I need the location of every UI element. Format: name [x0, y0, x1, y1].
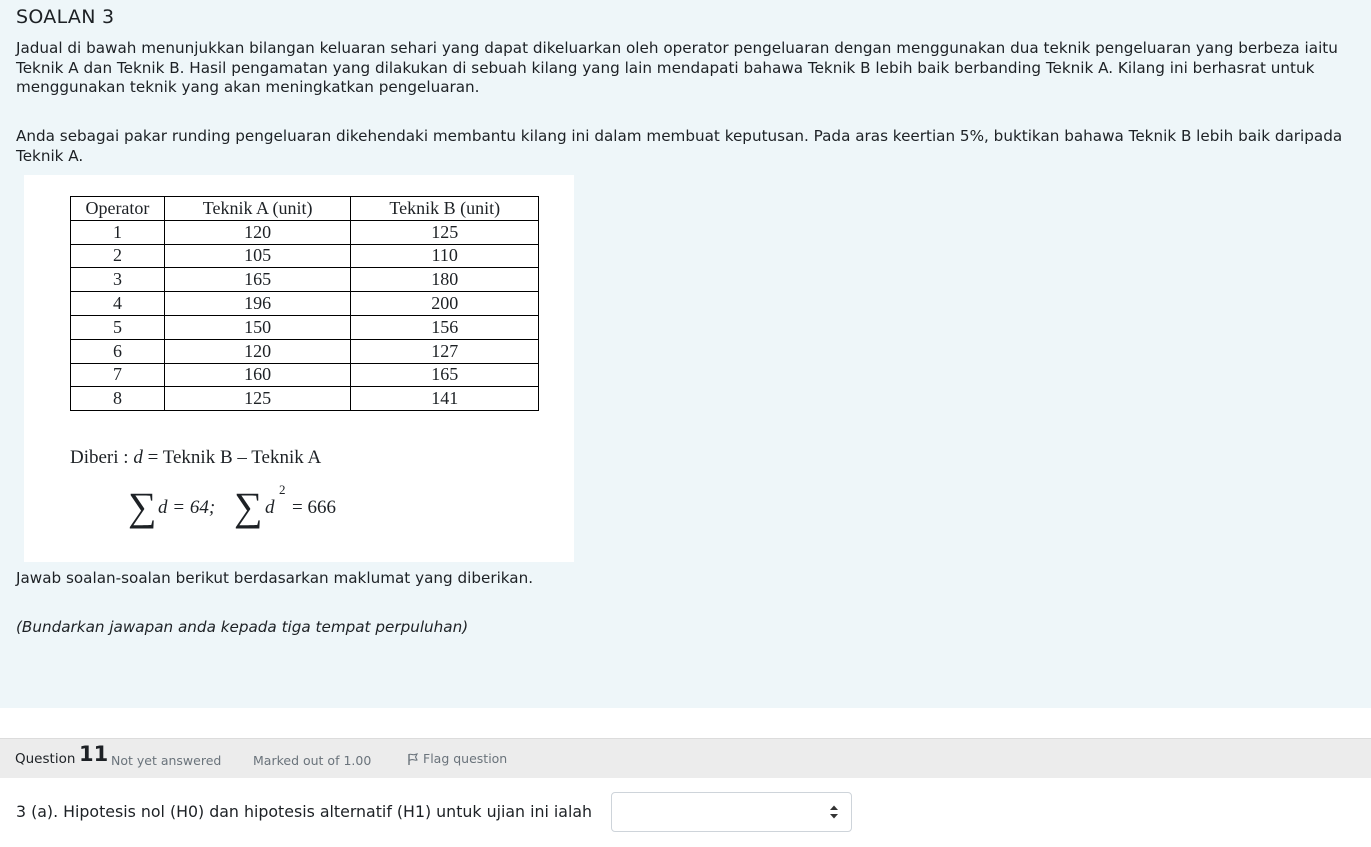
squared-exponent: 2 — [279, 482, 286, 497]
table-cell: 125 — [164, 387, 351, 411]
table-row — [71, 315, 539, 339]
question-figure — [24, 175, 574, 562]
table-cell: 180 — [351, 268, 539, 292]
table-cell: 6 — [71, 339, 165, 363]
table-row — [71, 268, 539, 292]
table-cell: 141 — [351, 387, 539, 411]
flag-question-link[interactable] — [406, 751, 507, 766]
table-cell: 125 — [351, 220, 539, 244]
sum-d-value: d = 64; — [158, 497, 216, 518]
question-state: Not yet answered — [111, 753, 222, 768]
table-row — [71, 363, 539, 387]
table-row — [71, 292, 539, 316]
sigma-icon: ∑ — [128, 484, 157, 529]
header-operator: Operator — [71, 197, 165, 221]
header-teknik-b: Teknik B (unit) — [351, 197, 539, 221]
data-table — [70, 196, 539, 411]
table-cell: 156 — [351, 315, 539, 339]
table-cell: 1 — [71, 220, 165, 244]
table-cell: 160 — [164, 363, 351, 387]
table-cell: 127 — [351, 339, 539, 363]
table-cell: 200 — [351, 292, 539, 316]
given-variable: d — [133, 447, 143, 468]
question-number: 11 — [79, 742, 109, 766]
sum-d-squared-var: d — [265, 497, 275, 518]
header-teknik-a: Teknik A (unit) — [164, 197, 351, 221]
question-label: Question — [15, 751, 76, 767]
question-mark: Marked out of 1.00 — [253, 753, 372, 768]
table-row — [71, 244, 539, 268]
sum-d-squared-value: = 666 — [292, 497, 336, 518]
task-paragraph: Anda sebagai pakar runding pengeluaran dikehendaki membantu kilang ini dalam membuat keputusan. Pada aras keertian 5%, buktikan bahawa Teknik B lebih baik daripada Teknik A. — [16, 127, 1343, 165]
table-cell: 105 — [164, 244, 351, 268]
intro-paragraph: Jadual di bawah menunjukkan bilangan keluaran sehari yang dapat dikeluarkan oleh operator pengeluaran dengan menggunakan dua teknik pengeluaran yang berbeza iaitu Teknik A dan Teknik B. Hasil pengamatan yang dilakukan di sebuah kilang yang lain mendapati bahawa Teknik B lebih baik berbanding Teknik A. Kilang ini berhasrat untuk menggunakan teknik yang akan meningkatkan pengeluaran. — [16, 39, 1338, 97]
table-cell: 8 — [71, 387, 165, 411]
table-cell: 150 — [164, 315, 351, 339]
table-cell: 120 — [164, 220, 351, 244]
up-down-chevron-icon — [829, 804, 839, 820]
table-cell: 7 — [71, 363, 165, 387]
table-cell: 165 — [351, 363, 539, 387]
table-cell: 3 — [71, 268, 165, 292]
table-cell: 196 — [164, 292, 351, 316]
question-text: 3 (a). Hipotesis nol (H0) dan hipotesis alternatif (H1) untuk ujian ini ialah — [16, 802, 593, 821]
table-cell: 4 — [71, 292, 165, 316]
table-cell: 120 — [164, 339, 351, 363]
table-row — [71, 220, 539, 244]
table-body — [71, 220, 539, 410]
table-row — [71, 339, 539, 363]
sum-formulas — [128, 482, 428, 537]
flag-icon — [406, 752, 420, 766]
rounding-note: (Bundarkan jawapan anda kepada tiga tempat perpuluhan) — [16, 618, 469, 636]
question-heading: SOALAN 3 — [16, 6, 115, 28]
sigma-icon: ∑ — [234, 484, 263, 529]
given-expression: = Teknik B – Teknik A — [147, 447, 322, 468]
table-cell: 5 — [71, 315, 165, 339]
table-row — [71, 387, 539, 411]
answer-select[interactable] — [611, 792, 852, 832]
given-statement — [70, 447, 321, 469]
flag-question-label: Flag question — [423, 751, 508, 766]
given-label: Diberi : — [70, 447, 129, 468]
table-cell: 2 — [71, 244, 165, 268]
question-info-bar — [0, 738, 1371, 778]
instruction-text: Jawab soalan-soalan berikut berdasarkan maklumat yang diberikan. — [16, 569, 534, 587]
table-cell: 165 — [164, 268, 351, 292]
table-cell: 110 — [351, 244, 539, 268]
table-header-row — [71, 197, 539, 221]
